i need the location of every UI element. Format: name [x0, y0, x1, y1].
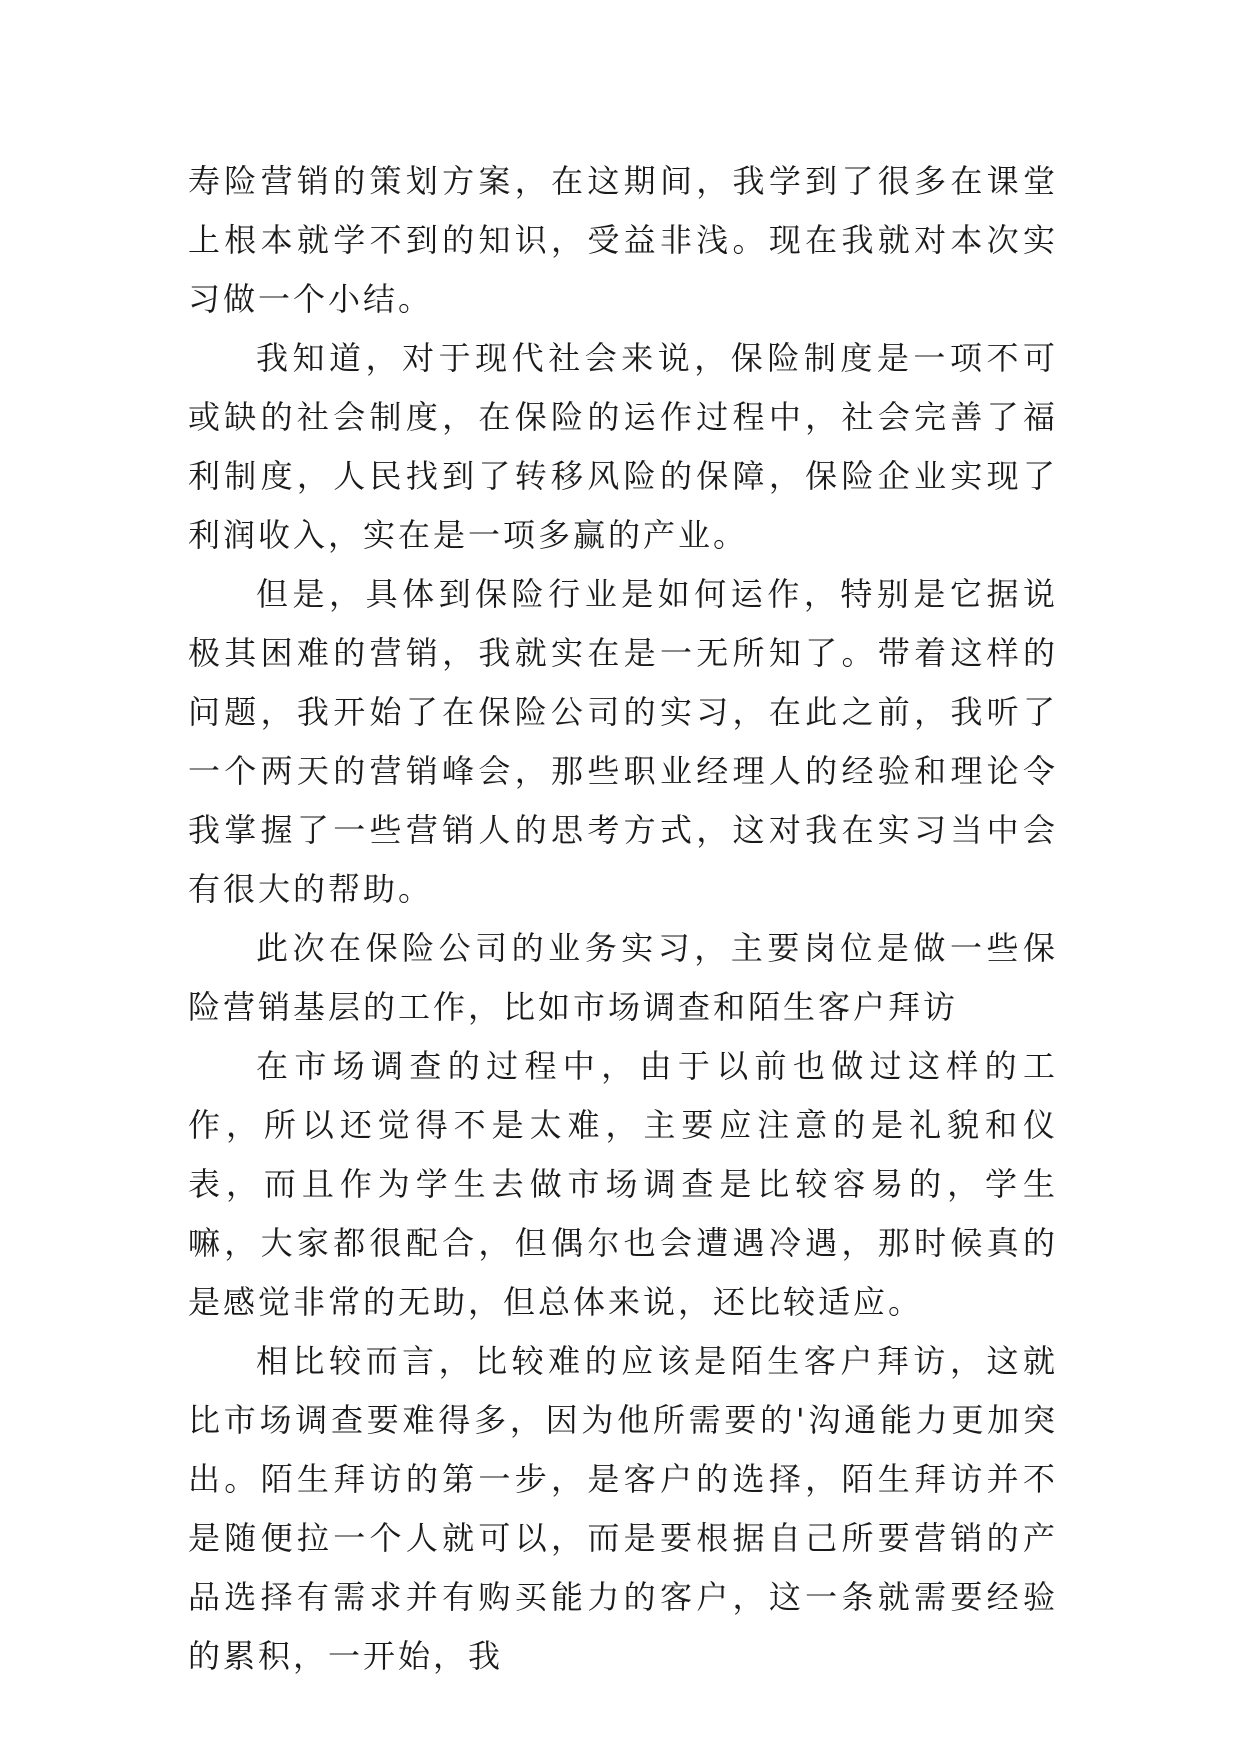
paragraph-3: 但是，具体到保险行业是如何运作，特别是它据说极其困难的营销，我就实在是一无所知了。带着这样的问题，我开始了在保险公司的实习，在此之前，我听了一个两天的营销峰会，那些职业经理人的经验和理论令我掌握了一些营销人的思考方式，这对我在实习当中会有很大的帮助。 [188, 575, 1058, 908]
paragraph-4: 此次在保险公司的业务实习，主要岗位是做一些保险营销基层的工作，比如市场调查和陌生客户拜访 [188, 929, 1058, 1026]
document-body [188, 152, 1058, 1686]
paragraph-5: 在市场调查的过程中，由于以前也做过这样的工作，所以还觉得不是太难，主要应注意的是礼貌和仪表，而且作为学生去做市场调查是比较容易的，学生嘛，大家都很配合，但偶尔也会遭遇冷遇，那时候真的是感觉非常的无助，但总体来说，还比较适应。 [188, 1047, 1058, 1321]
paragraph-2: 我知道，对于现代社会来说，保险制度是一项不可或缺的社会制度，在保险的运作过程中，社会完善了福利制度，人民找到了转移风险的保障，保险企业实现了利润收入，实在是一项多赢的产业。 [188, 339, 1058, 554]
paragraph-6: 相比较而言，比较难的应该是陌生客户拜访，这就比市场调查要难得多，因为他所需要的'沟通能力更加突出。陌生拜访的第一步，是客户的选择，陌生拜访并不是随便拉一个人就可以，而是要根据自己所要营销的产品选择有需求并有购买能力的客户，这一条就需要经验的累积，一开始，我 [188, 1342, 1058, 1675]
paragraph-1: 寿险营销的策划方案，在这期间，我学到了很多在课堂上根本就学不到的知识，受益非浅。现在我就对本次实习做一个小结。 [188, 162, 1058, 318]
